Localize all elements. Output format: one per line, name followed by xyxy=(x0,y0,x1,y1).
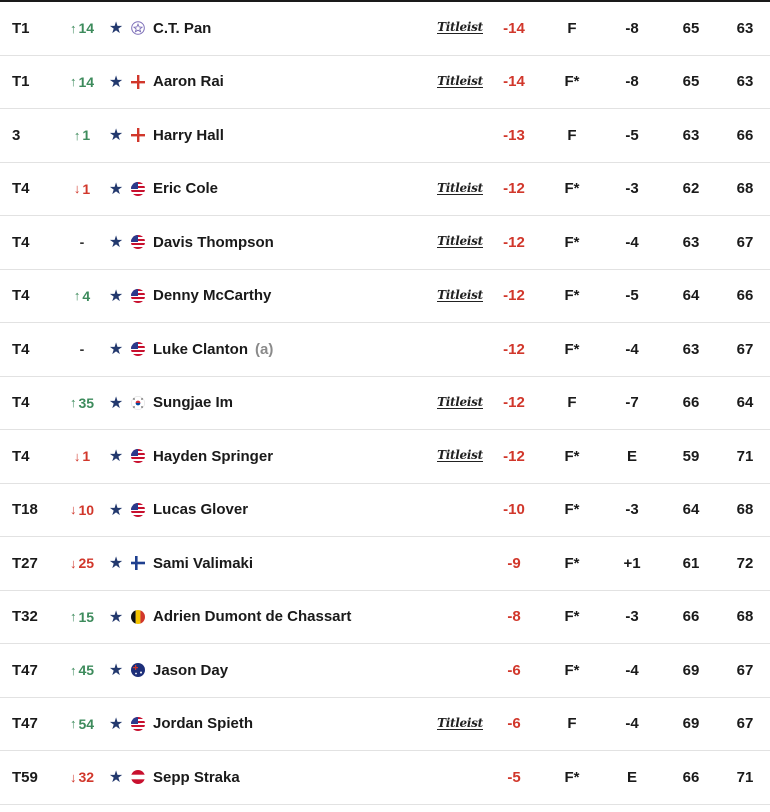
arrow-up-icon: ↑ xyxy=(69,395,77,411)
position-movement xyxy=(60,216,104,269)
sponsor-logo xyxy=(432,109,488,162)
sponsor-logo xyxy=(432,591,488,644)
round-1-strokes: 69 xyxy=(682,715,700,733)
flag-icon-usa xyxy=(129,698,147,751)
flag-icon-kor xyxy=(129,377,147,430)
arrow-down-icon: ↓ xyxy=(73,448,81,464)
player-name-text: C.T. Pan xyxy=(153,19,212,37)
leaderboard-row[interactable] xyxy=(0,698,770,752)
round-2-strokes: 66 xyxy=(736,126,754,144)
movement-value: 14 xyxy=(78,73,95,90)
leaderboard-row[interactable] xyxy=(0,270,770,324)
leaderboard-row[interactable] xyxy=(0,430,770,484)
player-name[interactable] xyxy=(153,591,423,644)
flag-icon-usa xyxy=(129,484,147,537)
sponsor-logo xyxy=(432,484,488,537)
leaderboard-row[interactable] xyxy=(0,56,770,110)
titleist-logo: Titleist xyxy=(437,448,483,463)
round-2-strokes: 64 xyxy=(736,394,754,412)
position-movement xyxy=(60,2,104,55)
player-name-text: Jason Day xyxy=(153,661,229,679)
player-name-text: Luke Clanton xyxy=(153,340,249,358)
thru-status: F* xyxy=(564,233,580,251)
position: T4 xyxy=(12,180,30,198)
star-icon[interactable]: ★ xyxy=(108,20,124,38)
movement-value: 45 xyxy=(78,662,95,679)
position-movement xyxy=(60,644,104,697)
star-icon[interactable]: ★ xyxy=(108,769,124,787)
total-to-par: -12 xyxy=(503,287,525,305)
player-name[interactable] xyxy=(153,109,423,162)
position-movement xyxy=(60,109,104,162)
movement-value: 54 xyxy=(78,715,95,732)
titleist-logo: Titleist xyxy=(437,287,483,302)
arrow-down-icon: ↓ xyxy=(69,769,77,785)
round-1-strokes: 59 xyxy=(682,447,700,465)
position: T47 xyxy=(12,715,38,733)
total-to-par: -12 xyxy=(503,394,525,412)
flag-icon-eng xyxy=(129,109,147,162)
round-score: -4 xyxy=(625,233,639,251)
position-movement xyxy=(60,163,104,216)
flag-icon-usa xyxy=(129,270,147,323)
star-icon[interactable]: ★ xyxy=(108,448,124,466)
arrow-up-icon: ↑ xyxy=(69,716,77,732)
round-2-strokes: 68 xyxy=(736,501,754,519)
total-to-par: -8 xyxy=(507,608,521,626)
round-1-strokes: 63 xyxy=(682,126,700,144)
thru-status: F* xyxy=(564,554,580,572)
sponsor-logo xyxy=(432,323,488,376)
star-icon[interactable]: ★ xyxy=(108,73,124,91)
total-to-par: -6 xyxy=(507,661,521,679)
arrow-up-icon: ↑ xyxy=(69,609,77,625)
round-1-strokes: 66 xyxy=(682,768,700,786)
star-icon[interactable]: ★ xyxy=(108,180,124,198)
round-2-strokes: 67 xyxy=(736,661,754,679)
sponsor-logo xyxy=(432,644,488,697)
flag-icon-usa xyxy=(129,216,147,269)
star-icon[interactable]: ★ xyxy=(108,608,124,626)
arrow-up-icon: ↑ xyxy=(69,74,77,90)
amateur-badge: (a) xyxy=(255,340,274,358)
sponsor-logo xyxy=(432,698,488,751)
star-icon[interactable]: ★ xyxy=(108,715,124,733)
position-movement xyxy=(60,537,104,590)
position-movement xyxy=(60,751,104,804)
position: T32 xyxy=(12,608,38,626)
player-name-text: Denny McCarthy xyxy=(153,287,272,305)
player-name-text: Sungjae Im xyxy=(153,394,234,412)
player-name-text: Harry Hall xyxy=(153,126,224,144)
leaderboard-row[interactable] xyxy=(0,484,770,538)
position-movement xyxy=(60,323,104,376)
arrow-down-icon: ↓ xyxy=(73,181,81,197)
position: T4 xyxy=(12,394,30,412)
round-2-strokes: 68 xyxy=(736,180,754,198)
player-name[interactable] xyxy=(153,163,423,216)
movement-value: 1 xyxy=(82,180,91,197)
round-1-strokes: 63 xyxy=(682,340,700,358)
player-name-text: Lucas Glover xyxy=(153,501,249,519)
position: T47 xyxy=(12,661,38,679)
movement-value: 14 xyxy=(78,20,95,37)
player-name[interactable] xyxy=(153,270,423,323)
flag-icon-aut xyxy=(129,751,147,804)
arrow-up-icon: ↑ xyxy=(69,662,77,678)
total-to-par: -12 xyxy=(503,233,525,251)
flag-icon-tpe xyxy=(129,2,147,55)
flag-icon-usa xyxy=(129,430,147,483)
movement-value: 15 xyxy=(78,608,95,625)
round-2-strokes: 66 xyxy=(736,287,754,305)
round-1-strokes: 65 xyxy=(682,19,700,37)
arrow-up-icon: ↑ xyxy=(73,288,81,304)
total-to-par: -14 xyxy=(503,19,525,37)
round-score: -3 xyxy=(625,608,639,626)
total-to-par: -12 xyxy=(503,447,525,465)
movement-value: 10 xyxy=(78,501,95,518)
player-name[interactable] xyxy=(153,698,423,751)
star-icon[interactable]: ★ xyxy=(108,501,124,519)
sponsor-logo xyxy=(432,537,488,590)
position: T18 xyxy=(12,501,38,519)
player-name[interactable] xyxy=(153,430,423,483)
total-to-par: -10 xyxy=(503,501,525,519)
thru-status: F* xyxy=(564,768,580,786)
round-2-strokes: 72 xyxy=(736,554,754,572)
movement-value: - xyxy=(79,234,85,251)
player-name[interactable] xyxy=(153,484,423,537)
player-name-text: Jordan Spieth xyxy=(153,715,254,733)
total-to-par: -12 xyxy=(503,340,525,358)
player-name[interactable] xyxy=(153,56,423,109)
round-1-strokes: 66 xyxy=(682,394,700,412)
player-name-text: Sepp Straka xyxy=(153,768,240,786)
flag-icon-bel xyxy=(129,591,147,644)
thru-status: F xyxy=(567,126,577,144)
player-name[interactable] xyxy=(153,216,423,269)
thru-status: F* xyxy=(564,447,580,465)
round-score: -4 xyxy=(625,340,639,358)
position: T4 xyxy=(12,340,30,358)
titleist-logo: Titleist xyxy=(437,73,483,88)
thru-status: F* xyxy=(564,661,580,679)
sponsor-logo xyxy=(432,163,488,216)
player-name-text: Davis Thompson xyxy=(153,233,274,251)
movement-value: 1 xyxy=(82,127,91,144)
position: T4 xyxy=(12,233,30,251)
leaderboard-row[interactable] xyxy=(0,323,770,377)
round-2-strokes: 71 xyxy=(736,447,754,465)
round-1-strokes: 61 xyxy=(682,554,700,572)
position: T4 xyxy=(12,287,30,305)
titleist-logo: Titleist xyxy=(437,715,483,730)
player-name-text: Adrien Dumont de Chassart xyxy=(153,608,352,626)
movement-value: - xyxy=(79,341,85,358)
sponsor-logo xyxy=(432,2,488,55)
round-1-strokes: 64 xyxy=(682,287,700,305)
round-1-strokes: 62 xyxy=(682,180,700,198)
leaderboard-row[interactable] xyxy=(0,2,770,56)
round-1-strokes: 64 xyxy=(682,501,700,519)
position: T59 xyxy=(12,768,38,786)
round-1-strokes: 66 xyxy=(682,608,700,626)
star-icon[interactable]: ★ xyxy=(108,127,124,145)
star-icon[interactable]: ★ xyxy=(108,555,124,573)
position-movement xyxy=(60,270,104,323)
movement-value: 35 xyxy=(78,394,95,411)
position-movement xyxy=(60,430,104,483)
player-name[interactable] xyxy=(153,644,423,697)
total-to-par: -9 xyxy=(507,554,521,572)
sponsor-logo xyxy=(432,216,488,269)
round-2-strokes: 68 xyxy=(736,608,754,626)
round-2-strokes: 67 xyxy=(736,233,754,251)
round-score: -5 xyxy=(625,287,639,305)
total-to-par: -13 xyxy=(503,126,525,144)
total-to-par: -5 xyxy=(507,768,521,786)
position-movement xyxy=(60,56,104,109)
position: T4 xyxy=(12,447,30,465)
round-score: -5 xyxy=(625,126,639,144)
thru-status: F* xyxy=(564,340,580,358)
movement-value: 25 xyxy=(78,555,95,572)
star-icon[interactable]: ★ xyxy=(108,662,124,680)
player-name[interactable] xyxy=(153,2,423,55)
round-score: -8 xyxy=(625,19,639,37)
sponsor-logo xyxy=(432,751,488,804)
star-icon[interactable]: ★ xyxy=(108,341,124,359)
thru-status: F xyxy=(567,394,577,412)
thru-status: F* xyxy=(564,287,580,305)
round-score: E xyxy=(626,768,637,786)
position-movement xyxy=(60,377,104,430)
position: T27 xyxy=(12,554,38,572)
round-2-strokes: 67 xyxy=(736,340,754,358)
movement-value: 1 xyxy=(82,448,91,465)
thru-status: F* xyxy=(564,608,580,626)
leaderboard-row[interactable] xyxy=(0,591,770,645)
leaderboard-row[interactable] xyxy=(0,163,770,217)
titleist-logo: Titleist xyxy=(437,394,483,409)
round-1-strokes: 63 xyxy=(682,233,700,251)
position: 3 xyxy=(12,126,21,144)
round-score: E xyxy=(626,447,637,465)
player-name-text: Aaron Rai xyxy=(153,73,224,91)
round-1-strokes: 65 xyxy=(682,73,700,91)
round-score: -4 xyxy=(625,715,639,733)
thru-status: F* xyxy=(564,73,580,91)
player-name[interactable] xyxy=(153,537,423,590)
player-name-text: Hayden Springer xyxy=(153,447,274,465)
position-movement xyxy=(60,698,104,751)
position: T1 xyxy=(12,19,30,37)
arrow-down-icon: ↓ xyxy=(69,502,77,518)
thru-status: F xyxy=(567,19,577,37)
titleist-logo: Titleist xyxy=(437,20,483,35)
flag-icon-aus xyxy=(129,644,147,697)
star-icon[interactable]: ★ xyxy=(108,234,124,252)
round-score: -8 xyxy=(625,73,639,91)
position-movement xyxy=(60,591,104,644)
total-to-par: -14 xyxy=(503,73,525,91)
player-name-text: Eric Cole xyxy=(153,180,219,198)
player-name-text: Sami Valimaki xyxy=(153,554,254,572)
titleist-logo: Titleist xyxy=(437,180,483,195)
sponsor-logo xyxy=(432,377,488,430)
leaderboard-row[interactable] xyxy=(0,109,770,163)
player-name[interactable] xyxy=(153,377,423,430)
titleist-logo: Titleist xyxy=(437,234,483,249)
position: T1 xyxy=(12,73,30,91)
leaderboard-row[interactable] xyxy=(0,751,770,805)
movement-value: 4 xyxy=(82,287,91,304)
round-2-strokes: 67 xyxy=(736,715,754,733)
player-name[interactable] xyxy=(153,751,423,804)
round-2-strokes: 63 xyxy=(736,73,754,91)
sponsor-logo xyxy=(432,56,488,109)
round-score: -3 xyxy=(625,501,639,519)
round-1-strokes: 69 xyxy=(682,661,700,679)
flag-icon-usa xyxy=(129,323,147,376)
round-score: -7 xyxy=(625,394,639,412)
leaderboard-row[interactable] xyxy=(0,216,770,270)
round-score: +1 xyxy=(623,554,641,572)
movement-value: 32 xyxy=(78,769,95,786)
round-score: -3 xyxy=(625,180,639,198)
round-score: -4 xyxy=(625,661,639,679)
arrow-up-icon: ↑ xyxy=(69,20,77,36)
round-2-strokes: 71 xyxy=(736,768,754,786)
sponsor-logo xyxy=(432,270,488,323)
thru-status: F* xyxy=(564,501,580,519)
flag-icon-fin xyxy=(129,537,147,590)
thru-status: F* xyxy=(564,180,580,198)
arrow-up-icon: ↑ xyxy=(73,127,81,143)
arrow-down-icon: ↓ xyxy=(69,555,77,571)
thru-status: F xyxy=(567,715,577,733)
star-icon[interactable]: ★ xyxy=(108,287,124,305)
round-2-strokes: 63 xyxy=(736,19,754,37)
flag-icon-eng xyxy=(129,56,147,109)
total-to-par: -12 xyxy=(503,180,525,198)
sponsor-logo xyxy=(432,430,488,483)
position-movement xyxy=(60,484,104,537)
leaderboard-row[interactable] xyxy=(0,377,770,431)
flag-icon-usa xyxy=(129,163,147,216)
player-name[interactable] xyxy=(153,323,423,376)
total-to-par: -6 xyxy=(507,715,521,733)
star-icon[interactable]: ★ xyxy=(108,394,124,412)
leaderboard-row[interactable] xyxy=(0,644,770,698)
leaderboard-row[interactable] xyxy=(0,537,770,591)
